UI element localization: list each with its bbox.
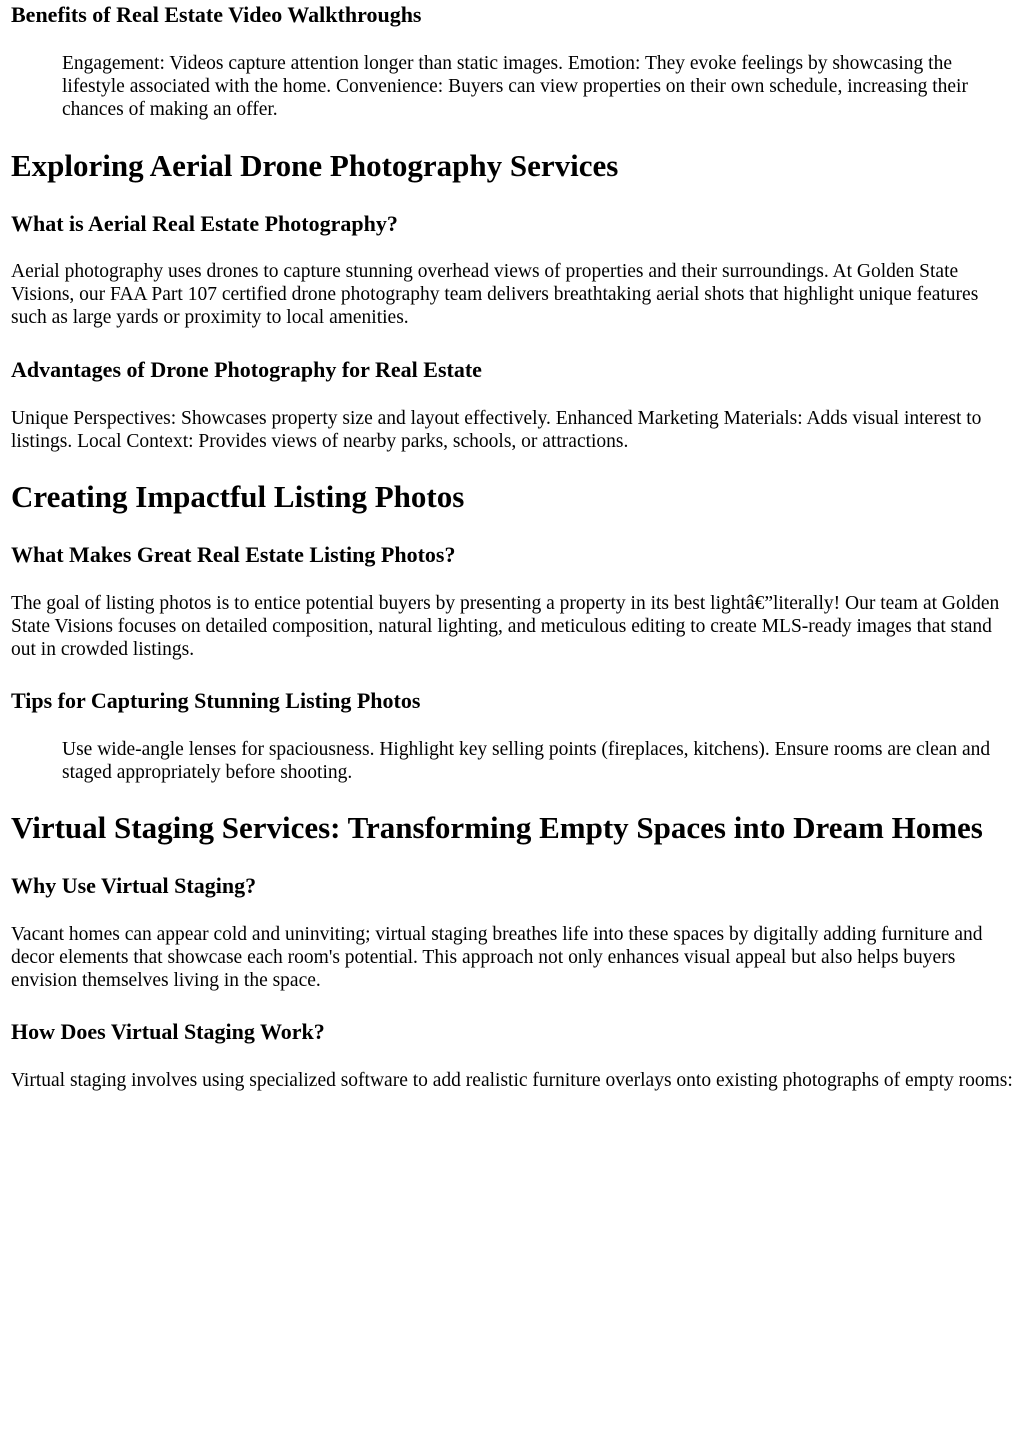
aerial-advantages-heading: Advantages of Drone Photography for Real Estate (11, 357, 482, 382)
aerial-advantages-paragraph: Unique Perspectives: Showcases property size and layout effectively. Enhanced Marketing Materials: Adds visual interest to listings. Local Context: Provides views of nearby parks, schools, or attractions. (11, 408, 982, 452)
aerial-what-heading: What is Aerial Real Estate Photography? (11, 211, 398, 236)
staging-how-heading: How Does Virtual Staging Work? (11, 1019, 325, 1044)
staging-why-heading: Why Use Virtual Staging? (11, 873, 257, 898)
aerial-what-paragraph: Aerial photography uses drones to capture stunning overhead views of properties and their surroundings. At Golden State Visions, our FAA Part 107 certified drone photography team delivers breathtaking aerial shots that highlight unique features such as large yards or proximity to local amenities. (11, 261, 979, 328)
listing-tips-heading: Tips for Capturing Stunning Listing Photos (11, 688, 421, 713)
benefits-heading: Benefits of Real Estate Video Walkthroughs (11, 2, 422, 27)
benefits-paragraph: Engagement: Videos capture attention longer than static images. Emotion: They evoke feelings by showcasing the lifestyle associated with the home. Convenience: Buyers can view properties on their own schedule, increasing their chances of making an offer. (62, 53, 968, 120)
listing-tips-paragraph: Use wide-angle lenses for spaciousness. Highlight key selling points (fireplaces, kitchens). Ensure rooms are clean and staged appropriately before shooting. (62, 739, 991, 783)
aerial-section-heading: Exploring Aerial Drone Photography Services (11, 148, 619, 183)
listing-great-paragraph: The goal of listing photos is to entice potential buyers by presenting a property in its best lightâ€”literally! Our team at Golden State Visions focuses on detailed composition, natural lighting, and meticulous editing to create MLS-ready images that stand out in crowded listings. (11, 593, 1000, 660)
staging-section-heading: Virtual Staging Services: Transforming Empty Spaces into Dream Homes (11, 810, 983, 845)
listing-section-heading: Creating Impactful Listing Photos (11, 479, 465, 514)
staging-how-paragraph: Virtual staging involves using specialized software to add realistic furniture overlays onto existing photographs of empty rooms: (11, 1070, 1013, 1091)
staging-why-paragraph: Vacant homes can appear cold and uninviting; virtual staging breathes life into these spaces by digitally adding furniture and decor elements that showcase each room's potential. This approach not only enhances visual appeal but also helps buyers envision themselves living in the space. (11, 924, 983, 991)
listing-great-heading: What Makes Great Real Estate Listing Photos? (11, 542, 456, 567)
